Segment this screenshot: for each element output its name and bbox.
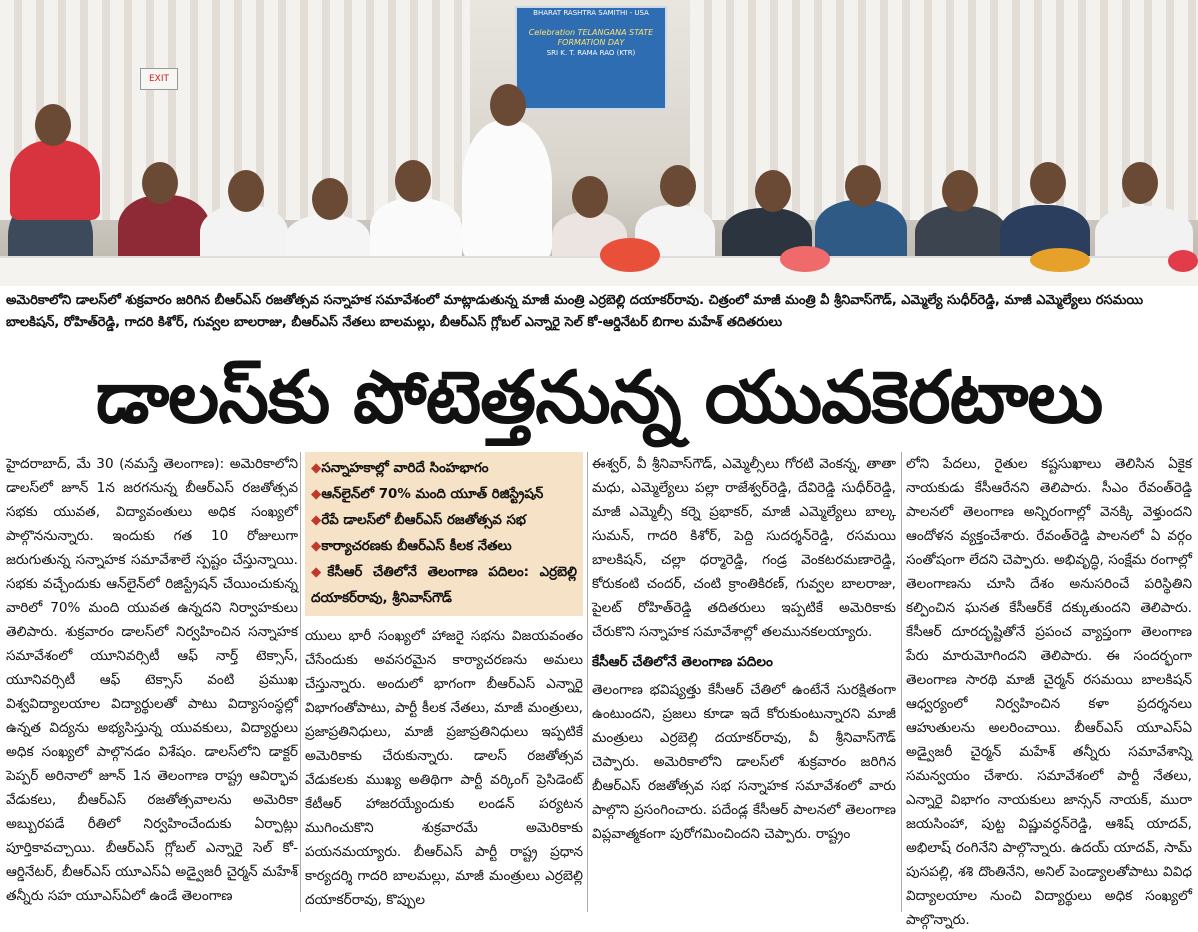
- person-head: [1122, 162, 1158, 204]
- banner-bottom-text: SRI K. T. RAMA RAO (KTR): [546, 49, 636, 57]
- banner-mid-text: Celebration TELANGANA STATE FORMATION DAY: [528, 28, 654, 47]
- person-head: [755, 170, 791, 212]
- column-1-text: హైదరాబాద్, మే 30 (నమస్తే తెలంగాణ): అమెరికాలోని డాలస్‌లో జూన్ 1న జరగనున్న బీఆర్‌ఎస్ రజతోత్సవ సభకు యువత, విద్యావంతులు అధిక సంఖ్యలో పాల్గొననున్నారు. ఇందుకు గత 10 రోజులుగా జరుగుతున్న సన్నాహక సమావేశాలే స్పష్టం చేస్తున్నాయి. సభకు వచ్చేందుకు ఆన్‌లైన్‌లో రిజిస్ట్రేషన్ చేయించుకున్న వారిలో 70% మంది యువత ఉన్నదని నిర్వాహకులు తెలిపారు. శుక్రవారం డాలస్‌లో నిర్వహించిన సన్నాహక సమావేశంలో యూనివర్సిటీ ఆఫ్ నార్త్ టెక్సాస్, యూనివర్సిటీ ఆఫ్ టెక్సాస్ వంటి ప్రముఖ విశ్వవిద్యాలయాల విద్యార్థులతో పాటు విద్యాసంస్థల్లో ఉన్నత విద్యను అభ్యసిస్తున్న యువకులు, విద్యార్థులు అధిక సంఖ్యలో పాల్గొనడం విశేషం. డాలస్‌లోని డాక్టర్ పెప్పర్ అరినాలో జూన్ 1న తెలంగాణ రాష్ట్ర ఆవిర్భావ వేడుకలు, బీఆర్‌ఎస్ రజతోత్సవాలను అమెరికా అబ్బురపడే రీతిలో నిర్వహించేందుకు ఏర్పాట్లు పూర్తికావచ్చాయి. బీఆర్‌ఎస్ గ్లోబల్ ఎన్నారై సెల్ కో-ఆర్డినేటర్, బీఆర్‌ఎస్ యూఎస్‌ఏ అడ్వైజరీ చైర్మన్ మహేశ్ తన్నీరు సహ యూఎస్‌ఏలో ఉండే తెలంగాణ: [6, 456, 298, 904]
- exit-sign: EXIT: [140, 68, 178, 90]
- highlight-item: ◆ కార్యాచరణకు బీఆర్‌ఎస్ కీలక నేతలు: [311, 534, 577, 560]
- person-seated: [370, 198, 462, 264]
- column-3-text-b: తెలంగాణ భవిష్యత్తు కేసీఆర్ చేతిలో ఉంటేనే సురక్షితంగా ఉంటుందని, ప్రజలు కూడా ఇదే కోరుకుంటున్నారని మాజీ మంత్రులు ఎర్రబెల్లి దయాకర్‌రావు, వీ శ్రీనివాస్‌గౌడ్ చెప్పారు. అమెరికాలోని డాలస్‌లో శుక్రవారం జరిగిన బీఆర్‌ఎస్ రజతోత్సవ సభ సన్నాహక సమావేశంలో వారు పాల్గొని ప్రసంగించారు. పదేండ్ల కేసీఆర్ పాలనలో తెలంగాణ విప్లవాత్మకంగా పురోగమించిందని చెప్పారు. రాష్ట్రం: [592, 682, 896, 842]
- head-table: [0, 256, 1198, 286]
- highlight-item: ◆ రేపే డాలస్‌లో బీఆర్‌ఎస్ రజతోత్సవ సభ: [311, 508, 577, 534]
- article-column-1: [6, 452, 298, 908]
- speaker-head: [490, 84, 526, 126]
- highlight-item: ◆ సన్నాహకాల్లో వారిదే సింహభాగం: [311, 456, 577, 482]
- person-head: [35, 104, 71, 146]
- column-divider: [300, 452, 301, 912]
- subheading: కేసీఆర్ చేతిలోనే తెలంగాణ పదిలం: [592, 654, 773, 670]
- event-photo: [0, 0, 1198, 286]
- speaker: [462, 120, 552, 260]
- stage-banner: [515, 6, 667, 110]
- banner-top-text: BHARAT RASHTRA SAMITHI - USA: [533, 9, 649, 17]
- person-standing: [10, 140, 100, 220]
- article-column-3: [592, 452, 896, 846]
- person-head: [142, 162, 178, 204]
- column-divider: [587, 452, 588, 912]
- headline: డాలస్‌కు పోటెత్తనున్న యువకెరటాలు: [95, 355, 1103, 439]
- article-column-4: [906, 452, 1192, 932]
- highlight-item: ◆ కేసీఆర్ చేతిలోనే తెలంగాణ పదిలం: ఎర్రబెల్లి దయాకర్‌రావు, శ్రీనివాస్‌గౌడ్: [311, 560, 577, 612]
- column-4-text: లోని పేదలు, రైతుల కష్టసుఖాలు తెలిసిన ఏకైక నాయకుడు కేసీఆరేనని తెలిపారు. సీఎం రేవంత్‌రెడ్డి పాలనలో తెలంగాణ అన్నిరంగాల్లో వెనక్కి వెళ్తుందని ఆందోళన వ్యక్తంచేశారు. రేవంత్‌రెడ్డి పాలనలో ఏ వర్గం సంతోషంగా లేదని చెప్పారు. అభివృద్ధి, సంక్షేమ రంగాల్లో తెలంగాణను చూసి దేశం అనుసరించే పరిస్థితిని కల్పించిన ఘనత కేసీఆర్‌కే దక్కుతుందని తెలిపారు. కేసీఆర్ దూరదృష్టితోనే ప్రపంచ వ్యాప్తంగా తెలంగాణ పేరు మారుమోగిందని తెలిపారు. ఈ సందర్భంగా తెలంగాణ సారథి మాజీ చైర్మన్ రసమయి బాలకిషన్ ఆధ్వర్యంలో నిర్వహించిన కళా ప్రదర్శనలు ఆహుతులను అలరించాయి. బీఆర్‌ఎస్ యూఎస్‌ఏ అడ్వైజరీ చైర్మన్ మహేశ్ తన్నీరు సమావేశాన్ని సమన్వయం చేశారు. సమావేశంలో పార్టీ నేతలు, ఎన్నారై విభాగం నాయకులు జాన్సన్ నాయక్, మురా జయసింహా, పుట్ట విష్ణువర్ధన్‌రెడ్డి, ఆశిష్ యాదవ్, అభిలాష్ రంగినేని పాల్గొన్నారు. ఉదయ్ యాదవ్, సామ్ పుసపల్లి, శశి దొంతినేని, అనిల్ పెండ్యాలతోపాటు వివిధ విద్యాలయాల నుంచి విద్యార్థులు అధిక సంఖ్యలో పాల్గొన్నారు.: [906, 456, 1192, 928]
- column-divider: [901, 452, 902, 912]
- person-head: [660, 165, 696, 207]
- person-head: [845, 165, 881, 207]
- article-column-2: [305, 452, 583, 912]
- bouquet: [1168, 250, 1198, 272]
- highlights-box: [305, 452, 583, 616]
- column-3-text-a: ఈశ్వర్, వీ శ్రీనివాస్‌గౌడ్, ఎమ్మెల్సీలు గోరటి వెంకన్న, తాతా మధు, ఎమ్మెల్యేలు పల్లా రాజేశ్వర్‌రెడ్డి, దేవిరెడ్డి సుధీర్‌రెడ్డి, మాజీ ఎమ్మెల్సీ కర్నె ప్రభాకర్, మాజీ ఎమ్మెల్యేలు బాల్క సుమన్, గాదరి కిశోర్, పెద్ది సుదర్శన్‌రెడ్డి, రసమయి బాలకిషన్, చల్లా ధర్మారెడ్డి, గండ్ర వెంకటరమణారెడ్డి, కోరుకంటి చందర్, చంటి క్రాంతికిరణ్, గువ్వల బాలరాజు, పైలట్ రోహిత్‌రెడ్డి తదితరులు ఇప్పటికే అమెరికాకు చేరుకొని సన్నాహక సమావేశాల్లో తలమునకలయ్యారు.: [592, 456, 896, 640]
- person-head: [1030, 162, 1066, 204]
- photo-caption: అమెరికాలోని డాలస్‌లో శుక్రవారం జరిగిన బీఆర్‌ఎస్ రజతోత్సవ సన్నాహక సమావేశంలో మాట్లాడుతున్న మాజీ మంత్రి ఎర్రబెల్లి దయాకర్‌రావు. చిత్రంలో మాజీ మంత్రి వీ శ్రీనివాస్‌గౌడ్, ఎమ్మెల్యే సుధీర్‌రెడ్డి, మాజీ ఎమ్మెల్యేలు రసమయి బాలకిషన్, రోహిత్‌రెడ్డి, గాదరి కిశోర్, గువ్వల బాలరాజు, బీఆర్‌ఎస్ నేతలు బాలమల్లు, బీఆర్‌ఎస్ గ్లోబల్ ఎన్నారై సెల్ కో-ఆర్డినేటర్ బిగాల మహేశ్ తదితరులు: [6, 293, 1144, 330]
- bouquet: [1030, 248, 1090, 272]
- bouquet: [600, 238, 660, 272]
- person-head: [942, 170, 978, 212]
- person-head: [228, 170, 264, 212]
- column-2-text: యులు భారీ సంఖ్యలో హాజరై సభను విజయవంతం చేసేందుకు అవసరమైన కార్యాచరణను అమలు చేస్తున్నారు. అందులో భాగంగా బీఆర్‌ఎస్ ఎన్నారై విభాగంతోపాటు, పార్టీ కీలక నేతలు, మాజీ మంత్రులు, ప్రజాప్రతినిధులు, మాజీ ప్రజాప్రతినిధులు ఇప్పటికే అమెరికాకు చేరుకున్నారు. డాలస్ రజతోత్సవ వేడుకలకు ముఖ్య అతిథిగా పార్టీ వర్కింగ్ ప్రెసిడెంట్ కేటీఆర్ హాజరయ్యేందుకు లండన్ పర్యటన ముగించుకొని శుక్రవారమే అమెరికాకు పయనమయ్యారు. బీఆర్‌ఎస్ పార్టీ రాష్ట్ర ప్రధాన కార్యదర్శి గాదరి బాలమల్లు, మాజీ మంత్రులు ఎర్రబెల్లి దయాకర్‌రావు, కొప్పుల: [305, 628, 583, 908]
- person-seated: [118, 195, 210, 265]
- person-head: [572, 176, 608, 218]
- bouquet: [780, 246, 830, 272]
- person-head: [312, 178, 348, 220]
- highlight-item: ◆ ఆన్‌లైన్‌లో 70% మంది యూత్ రిజిస్ట్రేషన్: [311, 482, 577, 508]
- person-head: [395, 160, 431, 202]
